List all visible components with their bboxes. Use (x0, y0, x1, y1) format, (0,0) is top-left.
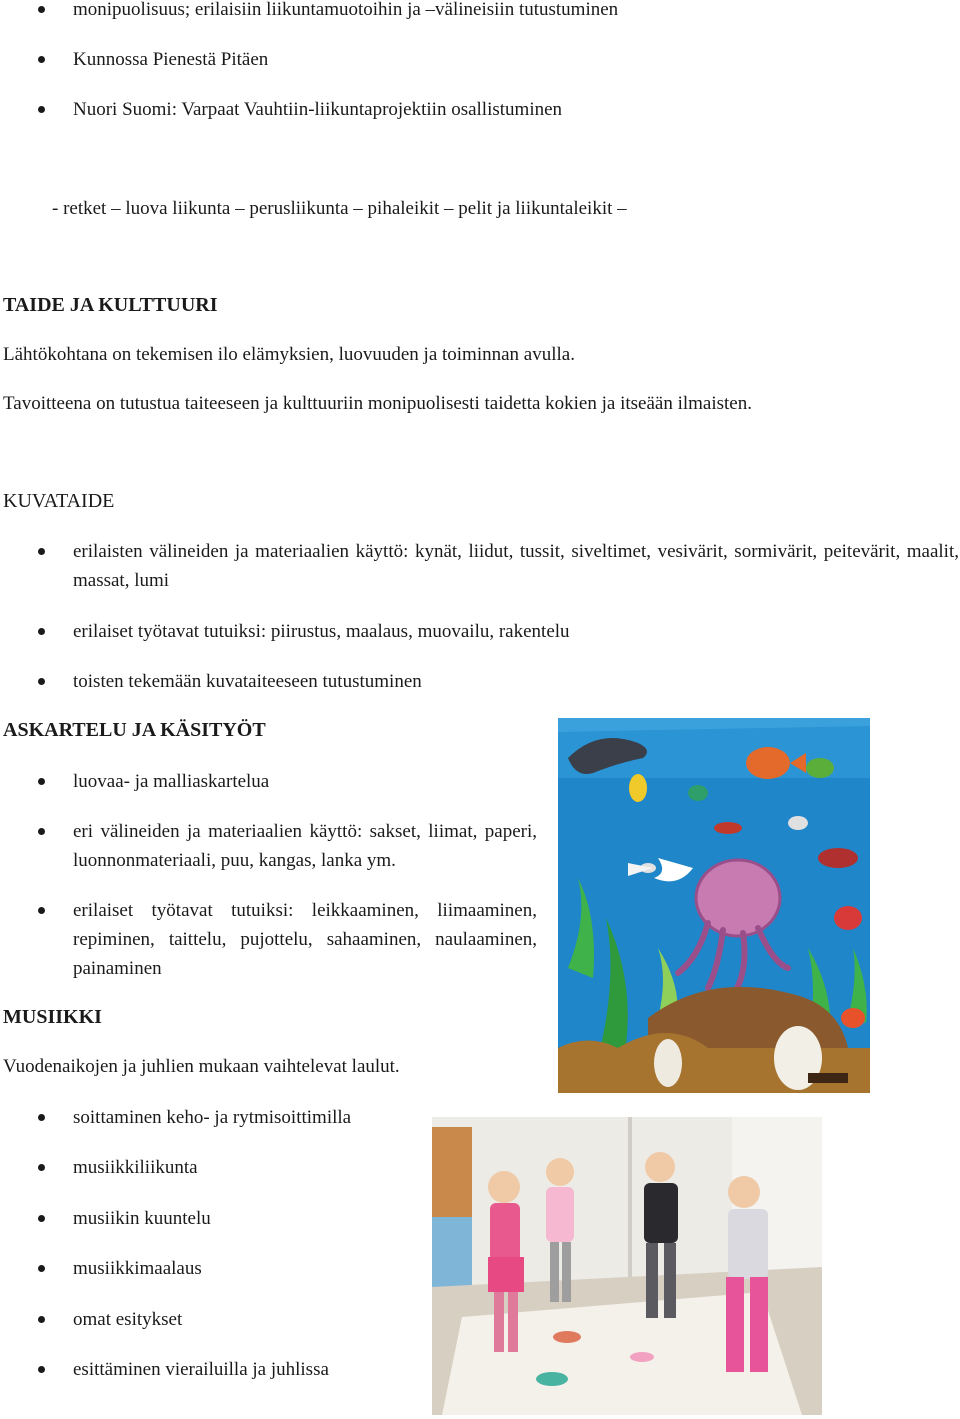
bullet-icon (38, 678, 45, 685)
bullet-icon (38, 828, 45, 835)
bullet-icon (38, 548, 45, 555)
list-item: toisten tekemään kuvataiteeseen tutustuminen (73, 671, 422, 692)
bullet-icon (38, 628, 45, 635)
section-heading-musiikki: MUSIIKKI (3, 1006, 102, 1028)
list-item: esittäminen vierailuilla ja juhlissa (73, 1359, 329, 1380)
list-item: luovaa- ja malliaskartelua (73, 771, 270, 792)
paragraph: Vuodenaikojen ja juhlien mukaan vaihtelevat laulut. (3, 1056, 400, 1077)
paragraph: Tavoitteena on tutustua taiteeseen ja kulttuuriin monipuolisesti taidetta kokien ja itseään ilmaisten. (3, 393, 752, 414)
list-item: erilaiset työtavat tutuiksi: leikkaaminen, liimaaminen, repiminen, taittelu, pujottelu, sahaaminen, naulaaminen, painaminen (73, 900, 537, 979)
bullet-icon (38, 1114, 45, 1121)
list-item: musiikkimaalaus (73, 1258, 202, 1279)
bullet-icon (38, 56, 45, 63)
sea-artwork-photo (558, 718, 870, 1093)
list-item: eri välineiden ja materiaalien käyttö: sakset, liimat, paperi, luonnonmateriaali, puu, kangas, lanka ym. (73, 821, 537, 871)
children-dancing-photo (432, 1117, 822, 1415)
list-item: erilaisten välineiden ja materiaalien käyttö: kynät, liidut, tussit, siveltimet, vesivärit, sormivärit, peitevärit, maalit, massat, lumi (73, 541, 959, 591)
bullet-icon (38, 1215, 45, 1222)
bullet-icon (38, 1164, 45, 1171)
list-item: musiikkiliikunta (73, 1157, 198, 1178)
bullet-icon (38, 6, 45, 13)
activities-line: - retket – luova liikunta – perusliikunta – pihaleikit – pelit ja liikuntaleikit – (52, 198, 627, 219)
list-item: monipuolisuus; erilaisiin liikuntamuotoihin ja –välineisiin tutustuminen (73, 0, 619, 20)
bullet-icon (38, 1265, 45, 1272)
list-item: Nuori Suomi: Varpaat Vauhtiin-liikuntaprojektiin osallistuminen (73, 99, 563, 120)
bullet-icon (38, 1366, 45, 1373)
list-item: omat esitykset (73, 1309, 183, 1330)
section-heading-taide: TAIDE JA KULTTUURI (3, 294, 218, 316)
bullet-icon (38, 907, 45, 914)
bullet-icon (38, 106, 45, 113)
bullet-icon (38, 778, 45, 785)
bullet-icon (38, 1316, 45, 1323)
section-heading-askartelu: ASKARTELU JA KÄSITYÖT (3, 719, 266, 741)
paragraph: Lähtökohtana on tekemisen ilo elämyksien, luovuuden ja toiminnan avulla. (3, 344, 575, 365)
list-item: musiikin kuuntelu (73, 1208, 211, 1229)
list-item: soittaminen keho- ja rytmisoittimilla (73, 1107, 352, 1128)
list-item: Kunnossa Pienestä Pitäen (73, 49, 269, 70)
list-item: erilaiset työtavat tutuiksi: piirustus, maalaus, muovailu, rakentelu (73, 621, 570, 642)
section-heading-kuvataide: KUVATAIDE (3, 490, 115, 512)
